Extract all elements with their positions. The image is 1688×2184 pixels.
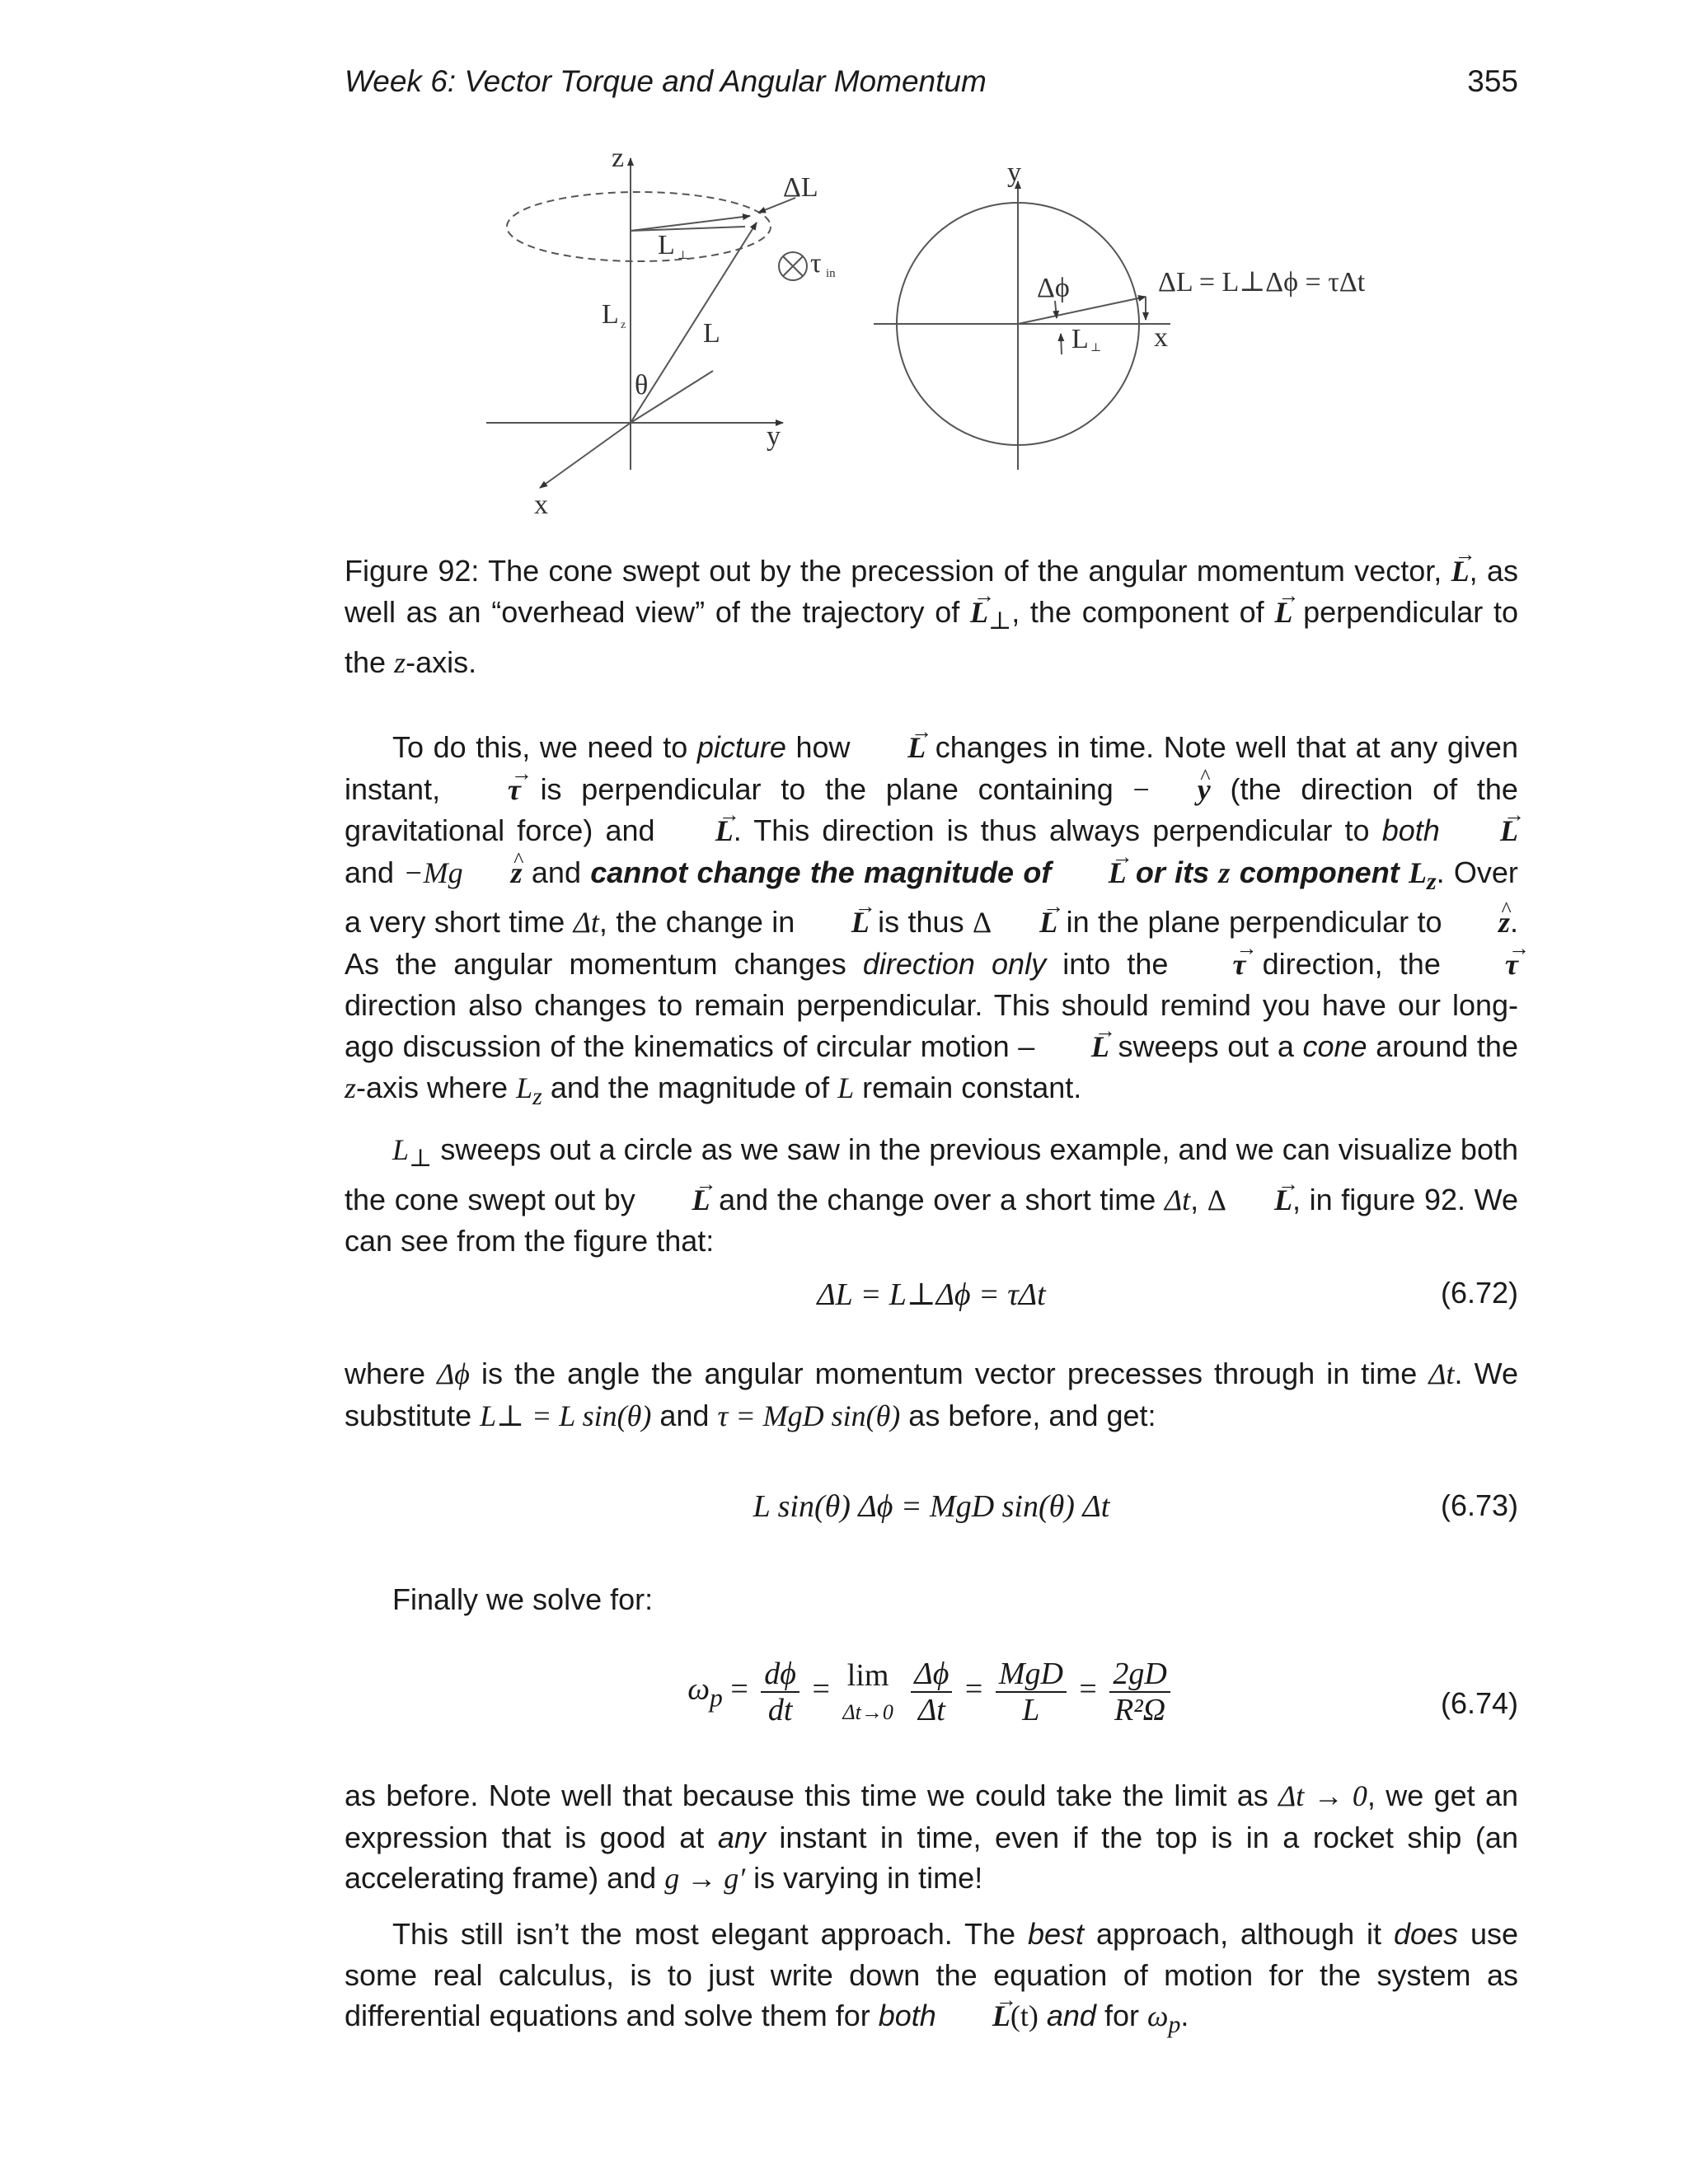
p1-Lz: L	[1408, 855, 1427, 889]
left-y-label: y	[767, 421, 781, 452]
caption-L-symbol: L →	[1451, 551, 1470, 592]
p1-cone: cone	[1302, 1029, 1367, 1063]
theta-label: θ	[635, 370, 649, 401]
paragraph-5-text	[345, 1775, 1518, 1900]
eq674-f1-num: dϕ	[761, 1657, 799, 1693]
L-perp-pointer	[1061, 334, 1062, 354]
running-title: Week 6: Vector Torque and Angular Momentum	[345, 64, 987, 98]
eq674-eq1: =	[730, 1671, 748, 1707]
delta-phi-label: Δϕ	[1037, 273, 1070, 303]
eq674-frac3	[996, 1657, 1067, 1727]
eq674-frac1	[761, 1657, 799, 1727]
p1-s5: (the direction of the gravitational force) and	[345, 771, 1518, 847]
eq674-frac2	[911, 1657, 952, 1727]
p1-zhat: z ^	[463, 853, 523, 894]
delta-L-label: ΔL	[783, 172, 818, 203]
p1-s19: -axis where	[356, 1071, 509, 1105]
p3-sub2: τ = MgD sin(θ)	[717, 1399, 901, 1432]
p3-dphi: Δϕ	[437, 1357, 470, 1390]
left-x-label: x	[534, 490, 548, 520]
p1-delta: Δ	[973, 906, 992, 940]
p1-bold3: component	[1239, 855, 1400, 889]
p2-Lperp: L	[392, 1133, 410, 1166]
p1-s18: around the	[1376, 1029, 1518, 1063]
p1-L4: L →	[1061, 853, 1127, 894]
p2-L2: L →	[1226, 1180, 1292, 1221]
tau-subscript: in	[826, 267, 836, 280]
relation-label: ΔL = L⊥Δϕ = τΔt	[1158, 267, 1366, 298]
p6-and: and	[1046, 1999, 1096, 2032]
p1-s10: , the change in	[598, 905, 795, 940]
p6-omega: ω	[1146, 1999, 1169, 2032]
p3-s3: . We substitute	[345, 1357, 1518, 1432]
p6-does: does	[1393, 1917, 1459, 1951]
caption-mid2: , the component of	[1011, 595, 1264, 629]
p6-s4: for	[1104, 1999, 1139, 2032]
equation-6-73-number: (6.73)	[1440, 1488, 1518, 1522]
right-L-perp-subscript: ⊥	[1090, 342, 1102, 354]
paragraph-2-text	[345, 1129, 1518, 1262]
p2-perp: ⊥	[409, 1145, 433, 1173]
p1-tau1: τ →	[460, 770, 521, 811]
p1-s12: in the plane perpendicular to	[1066, 905, 1442, 940]
equation-6-73	[345, 1488, 1518, 1538]
equation-6-72-number: (6.72)	[1440, 1276, 1518, 1310]
p1-s13: . As the angular momentum changes	[345, 905, 1518, 981]
p6-omega-sub: p	[1168, 2011, 1181, 2039]
paragraph-6	[345, 1914, 1518, 2046]
p2-L1: L →	[644, 1180, 710, 1221]
p3-sub1: L⊥ = L sin(θ)	[480, 1399, 652, 1432]
p1-s2: how	[795, 730, 851, 764]
right-x-label: x	[1154, 322, 1168, 353]
paragraph-3	[345, 1353, 1518, 1436]
p1-both: both	[1381, 813, 1440, 847]
left-z-label: z	[612, 143, 625, 173]
figure-labels	[534, 143, 1366, 520]
p1-L5: L →	[804, 902, 870, 944]
equation-6-72-body: ΔL = L⊥Δϕ = τΔt	[817, 1277, 1046, 1312]
page-number: 355	[1467, 64, 1518, 98]
p1-s17: sweeps out a	[1118, 1029, 1294, 1063]
paragraph-4	[345, 1579, 1518, 1620]
page-header	[345, 64, 1518, 105]
eq674-limit	[842, 1659, 893, 1725]
p3-s5: as before, and get:	[908, 1398, 1156, 1432]
p6-s3: use some real calculus, is to just write down the equation of motion for the system as differential equations and solve them for	[345, 1917, 1518, 2032]
paragraph-1-text	[345, 727, 1518, 1118]
paragraph-1	[345, 727, 1518, 1118]
p1-minus: −	[1132, 772, 1150, 806]
L-z-subscript: z	[621, 319, 626, 331]
p1-L1: L →	[860, 728, 926, 769]
p5-g: g → g′	[664, 1862, 746, 1895]
eq674-f3-num: MgD	[996, 1657, 1067, 1693]
p1-L6: L →	[992, 902, 1057, 944]
caption-lead: Figure 92: The cone swept out by the precession of the angular momentum vector,	[345, 554, 1442, 588]
left-diagram	[486, 158, 807, 488]
p2-delta: Δ	[1207, 1183, 1226, 1216]
caption-tail: -axis.	[406, 645, 477, 680]
p1-s16: direction also changes to remain perpendicular. This should remind you have our long-ago discussion of the kinematics of circular motion –	[345, 988, 1518, 1063]
p1-Lz2-sub: z	[532, 1083, 542, 1111]
p1-Lplain: L	[837, 1071, 855, 1105]
L-perp-label: L	[658, 230, 675, 260]
right-L-perp-label: L	[1071, 324, 1089, 354]
eq674-f3-den: L	[1022, 1693, 1040, 1727]
p1-bold-z: z	[1218, 855, 1231, 889]
eq674-eq2: =	[812, 1671, 830, 1707]
p5-s4: is varying in time!	[753, 1861, 983, 1895]
p6-best: best	[1027, 1917, 1085, 1951]
p1-Lz2: L	[516, 1071, 533, 1105]
tau-label: τ	[810, 248, 822, 279]
p6-end: .	[1180, 1999, 1189, 2032]
p1-s7: and	[345, 855, 395, 889]
p6-t: (t)	[1010, 1999, 1039, 2032]
L-perp-subscript: ⊥	[678, 250, 689, 262]
paragraph-4-text: Finally we solve for:	[392, 1582, 654, 1616]
p1-s8: and	[531, 855, 581, 889]
eq674-f2-den: Δt	[917, 1693, 945, 1727]
caption-mid1: , as well as an “overhead view” of the trajectory of	[345, 554, 1518, 629]
eq674-omega-sub: p	[710, 1683, 723, 1713]
p1-yhat: y ^	[1150, 770, 1211, 811]
figure-92	[462, 132, 1451, 544]
eq674-lim-sub: Δt→0	[842, 1700, 893, 1724]
p1-zhat2: z ^	[1451, 902, 1510, 944]
caption-z: z	[394, 646, 406, 680]
eq674-eq4: =	[1079, 1671, 1097, 1707]
right-y-label: y	[1007, 157, 1021, 188]
p2-s1: sweeps out a circle as we saw in the previous example, and we can visualize both the cone swept out by	[345, 1132, 1518, 1216]
caption-Lperp-symbol: L →	[970, 592, 988, 633]
p1-L7: L →	[1043, 1027, 1109, 1068]
p6-s1: This still isn’t the most elegant approach. The	[392, 1917, 1016, 1951]
p2-s4: , in figure 92. We can see from the figure that:	[345, 1182, 1518, 1258]
right-diagram	[874, 181, 1170, 470]
eq674-frac4	[1109, 1657, 1170, 1727]
p2-dt: Δt	[1164, 1183, 1191, 1216]
paragraph-3-text	[345, 1353, 1518, 1436]
p1-bold2: or its	[1135, 855, 1210, 889]
p1-s21: remain constant.	[862, 1071, 1082, 1105]
p1-s14: into the	[1062, 946, 1169, 981]
p6-L: L →	[945, 1996, 1010, 2037]
equation-6-73-body: L sin(θ) Δϕ = MgD sin(θ) Δt	[753, 1489, 1110, 1524]
equation-6-72	[345, 1276, 1518, 1325]
L-vector-label: L	[703, 318, 720, 349]
p1-tau3: τ →	[1457, 944, 1518, 986]
p1-s11: is thus	[878, 905, 964, 940]
eq674-eq3: =	[964, 1671, 983, 1707]
equation-6-74-number: (6.74)	[1440, 1686, 1518, 1720]
eq674-f4-den: R²Ω	[1114, 1693, 1166, 1727]
eq674-lim: lim	[846, 1658, 889, 1693]
p3-dt: Δt	[1428, 1357, 1455, 1390]
equation-6-74-body	[345, 1657, 1518, 1727]
p1-s3: changes in time. Note well that at any given instant,	[345, 730, 1518, 806]
p6-s2: approach, although it	[1095, 1917, 1382, 1951]
p1-Lz-sub: z	[1426, 867, 1437, 895]
p1-s20: and the magnitude of	[550, 1071, 830, 1105]
p1-L2: L →	[668, 811, 734, 852]
p1-s9: . Over a very short time	[345, 855, 1518, 940]
p2-s3: ,	[1190, 1182, 1199, 1216]
figure-drawing	[462, 132, 1451, 544]
p5-s1: as before. Note well that because this time we could take the limit as	[345, 1779, 1268, 1812]
p6-both: both	[878, 1999, 936, 2032]
p5-lim: Δt → 0	[1278, 1779, 1367, 1812]
p1-direction-only: direction only	[862, 946, 1047, 981]
p1-s15: direction, the	[1262, 946, 1441, 981]
paragraph-2	[345, 1129, 1518, 1262]
p1-tau2: τ →	[1185, 944, 1246, 986]
p1-s1: To do this, we need to	[392, 730, 688, 764]
x-axis-line	[540, 423, 631, 488]
p5-s2: , we get an expression that is good at	[345, 1779, 1518, 1854]
paragraph-6-text	[345, 1914, 1518, 2046]
caption-L-symbol-2: L →	[1274, 592, 1292, 633]
p3-s2: is the angle the angular momentum vector precesses through in time	[481, 1357, 1418, 1390]
p1-s6: . This direction is thus always perpendicular to	[733, 813, 1370, 847]
p1-z2: z	[345, 1071, 357, 1105]
p1-dt: Δt	[573, 906, 599, 940]
equation-6-74	[345, 1657, 1518, 1747]
eq674-omega: ω	[687, 1671, 710, 1707]
p5-s3: instant in time, even if the top is in a rocket ship (an accelerating frame) and	[345, 1820, 1518, 1895]
L-z-label: L	[602, 299, 619, 330]
caption-perp: ⊥	[987, 607, 1012, 635]
p1-picture: picture	[696, 730, 786, 764]
eq674-f1-den: dt	[767, 1693, 793, 1727]
p3-s4: and	[659, 1398, 710, 1432]
eq674-f4-num: 2gD	[1109, 1657, 1170, 1693]
p1-mg: −Mg	[403, 855, 463, 889]
p3-s1: where	[345, 1357, 426, 1390]
caption-mid3: perpendicular to the	[345, 595, 1518, 680]
p1-L3: L →	[1452, 811, 1518, 852]
p2-s2: and the change over a short time	[719, 1182, 1156, 1216]
p1-bold1: cannot change the magnitude of	[590, 855, 1052, 889]
p5-any: any	[717, 1820, 766, 1854]
p1-s4: is perpendicular to the plane containing	[540, 771, 1114, 806]
figure-caption	[345, 551, 1518, 683]
paragraph-5	[345, 1775, 1518, 1900]
L-vector	[631, 223, 757, 423]
eq674-f2-num: Δϕ	[911, 1657, 952, 1693]
